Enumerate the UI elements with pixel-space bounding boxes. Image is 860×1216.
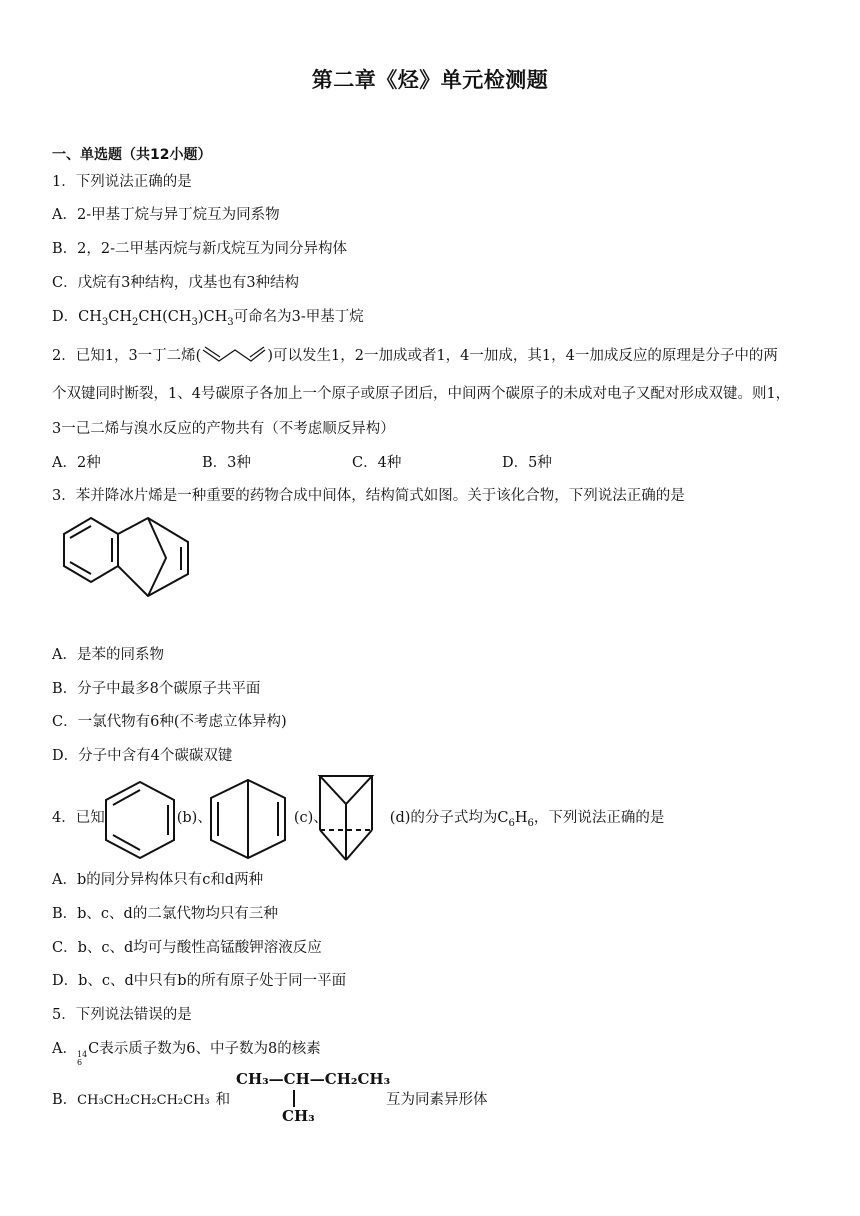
- q3-option-b[interactable]: B．分子中最多8个碳原子共平面: [52, 681, 261, 697]
- q2-options: [52, 453, 552, 473]
- q1-d-sub: 3: [101, 316, 109, 328]
- q2-option-a[interactable]: A．2种: [52, 455, 101, 471]
- q5-option-b[interactable]: [52, 1090, 230, 1111]
- page-title: 第二章《烃》单元检测题: [311, 68, 549, 92]
- q5-b-text: B．: [52, 1092, 78, 1108]
- q4-option-d[interactable]: D．b、c、d中只有b的所有原子处于同一平面: [52, 973, 347, 989]
- q1-option-d[interactable]: [52, 307, 364, 333]
- q1-stem: 1．下列说法正确的是: [52, 174, 192, 190]
- q4-text: H: [514, 810, 528, 826]
- q4-text: (d)的分子式均为C: [389, 810, 509, 826]
- q1-d-sub: 3: [227, 316, 234, 328]
- q3-option-d[interactable]: D．分子中含有4个碳碳双键: [52, 748, 233, 764]
- q2-option-b[interactable]: B．3种: [202, 455, 251, 471]
- q1-d-text: CH(CH: [138, 309, 192, 325]
- q5-a-text: A．: [52, 1041, 77, 1057]
- benzonorbornene-structure: [48, 512, 208, 607]
- q1-option-c[interactable]: C．戊烷有3种结构，戊基也有3种结构: [52, 275, 300, 291]
- q3-stem: 3．苯并降冰片烯是一种重要的药物合成中间体，结构简式如图。关于该化合物，下列说法正确的是: [52, 488, 685, 504]
- mass-number: 14: [76, 1050, 88, 1059]
- q5-b-tail: 互为同素异形体: [386, 1092, 488, 1108]
- q1-d-text: 可命名为3-甲基丁烷: [233, 309, 364, 325]
- q2-line1: [52, 346, 778, 366]
- q2-text: )可以发生1，2一加成或者1，4一加成，其1，4一加成反应的原理是分子中的两: [267, 348, 778, 364]
- q3-option-a[interactable]: A．是苯的同系物: [52, 647, 164, 663]
- q4-option-c[interactable]: C．b、c、d均可与酸性高锰酸钾溶液反应: [52, 940, 322, 956]
- q1-d-text: )CH: [197, 309, 228, 325]
- q5-stem: 5．下列说法错误的是: [52, 1007, 192, 1023]
- q1-d-sub: 2: [132, 316, 139, 328]
- q4-text: 4．已知: [52, 810, 105, 826]
- isopentane-main-chain: CH₃—CH—CH₂CH₃: [236, 1070, 391, 1088]
- atomic-number: 6: [76, 1058, 83, 1067]
- q5-b-text: 和: [215, 1092, 231, 1108]
- q3-option-c[interactable]: C．一氯代物有6种(不考虑立体异构): [52, 714, 287, 730]
- q5-a-text: C表示质子数为6、中子数为8的核素: [88, 1041, 321, 1057]
- q5-option-a[interactable]: [52, 1039, 321, 1067]
- q1-option-a[interactable]: A．2-甲基丁烷与异丁烷互为同系物: [52, 207, 280, 223]
- q4-text: (c)、: [293, 810, 328, 826]
- q1-d-text: CH: [108, 309, 132, 325]
- q4-sub: 6: [508, 817, 515, 829]
- q2-option-d[interactable]: D．5种: [502, 455, 552, 471]
- isotope-notation: [77, 1051, 87, 1067]
- dewar-benzene-structure: [206, 776, 290, 862]
- q4-option-a[interactable]: A．b的同分异构体只有c和d两种: [52, 872, 264, 888]
- q2-line2: 个双键同时断裂，1、4号碳原子各加上一个原子或原子团后，中间两个碳原子的未成对电子又配对形成双键。则1，: [52, 386, 791, 402]
- branch-bond: [293, 1090, 295, 1107]
- benzene-structure: [102, 778, 178, 862]
- pentane-formula: CH₃CH₂CH₂CH₂CH₃: [77, 1093, 210, 1108]
- q1-option-b[interactable]: B．2，2-二甲基丙烷与新戊烷互为同分异构体: [52, 241, 348, 257]
- q1-d-text: D．CH: [52, 309, 102, 325]
- q4-text: ，下列说法正确的是: [533, 810, 665, 826]
- butadiene-structure: [201, 347, 267, 363]
- q2-text: 2．已知1，3一丁二烯(: [52, 348, 202, 364]
- q2-option-c[interactable]: C．4种: [352, 455, 402, 471]
- q1-d-sub: 3: [191, 316, 198, 328]
- q2-line3: 3一己二烯与溴水反应的产物共有（不考虑顺反异构）: [52, 421, 395, 437]
- q4-text: (b)、: [176, 810, 212, 826]
- q4-sub: 6: [527, 817, 534, 829]
- isopentane-structure: [236, 1070, 391, 1130]
- section-heading: 一、单选题（共12小题）: [52, 147, 212, 163]
- q4-option-b[interactable]: B．b、c、d的二氯代物均只有三种: [52, 906, 278, 922]
- isopentane-methyl: CH₃: [282, 1107, 315, 1125]
- prismane-structure: [314, 772, 378, 864]
